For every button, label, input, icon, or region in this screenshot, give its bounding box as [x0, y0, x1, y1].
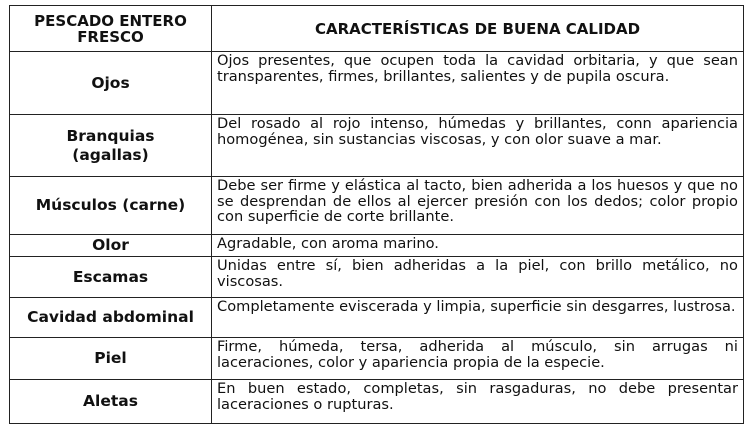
row-value-piel: Firme, húmeda, tersa, adherida al músculo, sin arrugas ni laceraciones, color y apariencia propia de la especie.: [212, 338, 744, 380]
table-header-row: [10, 6, 744, 52]
table-row: [10, 235, 744, 257]
row-value-cavidad-abdominal: Completamente eviscerada y limpia, superficie sin desgarres, lustrosa.: [212, 298, 744, 338]
row-value-ojos: Ojos presentes, que ocupen toda la cavidad orbitaria, y que sean transparentes, firmes, brillantes, salientes y de pupila oscura.: [212, 52, 744, 115]
header-fish-line2: FRESCO: [77, 27, 144, 46]
row-label-olor: Olor: [10, 235, 212, 257]
row-label-cavidad-abdominal: Cavidad abdominal: [10, 298, 212, 338]
quality-table: [9, 5, 744, 424]
row-label-branquias-line2: (agallas): [72, 145, 149, 164]
header-fish-line1: PESCADO ENTERO: [34, 11, 187, 30]
row-label-escamas: Escamas: [10, 257, 212, 298]
table-row: [10, 380, 744, 424]
header-quality-column: CARACTERÍSTICAS DE BUENA CALIDAD: [212, 6, 744, 52]
table-row: [10, 298, 744, 338]
row-label-branquias: [10, 115, 212, 177]
row-label-musculos: Músculos (carne): [10, 177, 212, 235]
table-row: [10, 177, 744, 235]
row-label-piel: Piel: [10, 338, 212, 380]
table-row: [10, 257, 744, 298]
row-label-ojos: Ojos: [10, 52, 212, 115]
row-label-aletas: Aletas: [10, 380, 212, 424]
row-label-branquias-line1: Branquias: [66, 126, 155, 145]
row-value-olor: Agradable, con aroma marino.: [212, 235, 744, 257]
table-row: [10, 338, 744, 380]
row-value-branquias: Del rosado al rojo intenso, húmedas y brillantes, conn apariencia homogénea, sin sustancias viscosas, y con olor suave a mar.: [212, 115, 744, 177]
header-fish-column: [10, 6, 212, 52]
row-value-aletas: En buen estado, completas, sin rasgaduras, no debe presentar laceraciones o rupturas.: [212, 380, 744, 424]
row-value-musculos: Debe ser firme y elástica al tacto, bien adherida a los huesos y que no se desprendan de ellos al ejercer presión con los dedos; color propio con superficie de corte brillante.: [212, 177, 744, 235]
table-row: [10, 115, 744, 177]
row-value-escamas: Unidas entre sí, bien adheridas a la piel, con brillo metálico, no viscosas.: [212, 257, 744, 298]
table-row: [10, 52, 744, 115]
